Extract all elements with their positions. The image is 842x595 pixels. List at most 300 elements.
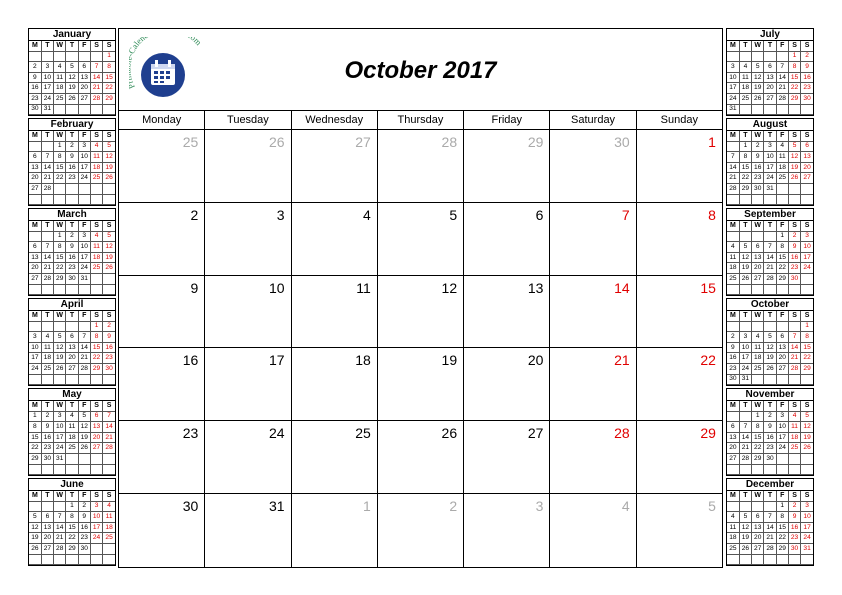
week-row	[119, 276, 722, 349]
mini-day: 19	[801, 432, 813, 443]
mini-empty	[90, 543, 102, 554]
mini-day: 31	[54, 453, 66, 464]
day-number: 20	[527, 352, 544, 369]
mini-day: 1	[788, 51, 800, 62]
mini-weekday: F	[78, 131, 90, 141]
mini-day: 6	[78, 62, 90, 73]
day-cell[interactable]	[637, 130, 722, 202]
day-number: 26	[268, 134, 285, 150]
mini-day: 8	[739, 152, 751, 163]
day-cell[interactable]	[378, 348, 464, 420]
mini-weekday: F	[78, 401, 90, 411]
mini-day: 30	[788, 543, 800, 554]
mini-month-title: January	[29, 29, 115, 41]
day-cell[interactable]	[119, 494, 205, 567]
mini-day: 18	[103, 522, 115, 533]
mini-weekday: F	[776, 41, 788, 51]
mini-weekday: W	[54, 131, 66, 141]
mini-day: 17	[764, 162, 776, 173]
mini-weekday: M	[29, 401, 41, 411]
mini-empty	[752, 501, 764, 512]
mini-calendar-june	[28, 478, 116, 566]
mini-day: 15	[103, 72, 115, 83]
mini-day: 23	[66, 263, 78, 274]
mini-empty	[776, 453, 788, 464]
mini-day: 14	[788, 342, 800, 353]
mini-day: 23	[41, 443, 53, 454]
mini-day: 24	[54, 443, 66, 454]
mini-weekday: W	[54, 221, 66, 231]
mini-weekday: S	[90, 311, 102, 321]
mini-day: 9	[801, 62, 813, 73]
mini-day: 12	[54, 342, 66, 353]
mini-day: 26	[801, 443, 813, 454]
mini-day: 3	[90, 501, 102, 512]
mini-day: 28	[41, 273, 53, 284]
mini-day: 23	[103, 353, 115, 364]
mini-day: 20	[764, 83, 776, 94]
day-number: 6	[535, 206, 544, 223]
day-cell[interactable]	[637, 421, 722, 493]
mini-weekday: S	[788, 491, 800, 501]
mini-empty	[776, 183, 788, 194]
day-cell[interactable]	[119, 276, 205, 348]
day-cell[interactable]	[119, 203, 205, 275]
mini-empty	[801, 284, 813, 295]
mini-empty	[103, 554, 115, 565]
mini-day: 16	[788, 522, 800, 533]
mini-day: 3	[764, 141, 776, 152]
mini-day: 29	[29, 453, 41, 464]
day-number: 16	[182, 352, 199, 369]
mini-weekday: S	[90, 401, 102, 411]
day-cell[interactable]	[292, 203, 378, 275]
mini-day: 8	[66, 512, 78, 523]
mini-empty	[90, 464, 102, 475]
mini-empty	[41, 51, 53, 62]
mini-empty	[739, 194, 751, 205]
mini-day: 12	[78, 422, 90, 433]
day-number: 29	[527, 134, 544, 150]
day-cell[interactable]	[205, 421, 291, 493]
mini-day: 10	[54, 422, 66, 433]
mini-day: 15	[54, 162, 66, 173]
mini-day: 21	[788, 353, 800, 364]
mini-empty	[764, 501, 776, 512]
mini-day: 22	[752, 443, 764, 454]
mini-empty	[29, 464, 41, 475]
mini-day: 26	[788, 173, 800, 184]
mini-day: 5	[801, 411, 813, 422]
mini-day: 22	[788, 83, 800, 94]
mini-empty	[90, 194, 102, 205]
mini-empty	[801, 273, 813, 284]
month-grid	[119, 130, 722, 567]
mini-day: 3	[41, 62, 53, 73]
day-cell[interactable]	[292, 130, 378, 202]
mini-empty	[727, 141, 739, 152]
mini-day: 9	[752, 152, 764, 163]
mini-day: 30	[29, 104, 41, 115]
day-cell[interactable]	[464, 421, 550, 493]
day-number: 12	[441, 279, 458, 296]
day-cell[interactable]	[292, 494, 378, 567]
day-cell[interactable]	[119, 130, 205, 202]
day-number: 30	[614, 134, 630, 150]
mini-weekday: S	[801, 131, 813, 141]
mini-day: 13	[66, 342, 78, 353]
mini-day: 2	[66, 231, 78, 242]
day-cell[interactable]	[464, 130, 550, 202]
mini-empty	[788, 104, 800, 115]
mini-day: 18	[66, 432, 78, 443]
mini-calendar-february	[28, 118, 116, 206]
mini-day: 21	[54, 533, 66, 544]
mini-empty	[66, 183, 78, 194]
mini-day: 20	[776, 353, 788, 364]
mini-day: 27	[727, 453, 739, 464]
mini-empty	[764, 284, 776, 295]
mini-day: 3	[727, 62, 739, 73]
mini-day: 12	[66, 72, 78, 83]
day-cell[interactable]	[550, 421, 636, 493]
mini-empty	[752, 374, 764, 385]
mini-empty	[776, 194, 788, 205]
day-cell[interactable]	[464, 276, 550, 348]
mini-day: 29	[788, 93, 800, 104]
mini-weekday: F	[78, 311, 90, 321]
mini-empty	[90, 453, 102, 464]
day-number: 30	[182, 497, 199, 514]
mini-day: 27	[776, 363, 788, 374]
mini-empty	[739, 501, 751, 512]
day-number: 24	[268, 425, 285, 442]
mini-empty	[764, 194, 776, 205]
mini-empty	[727, 284, 739, 295]
svg-text:Printable-CalendarHolidays.com: alen om	[129, 37, 204, 51]
mini-day: 23	[727, 363, 739, 374]
week-row	[119, 203, 722, 276]
mini-day: 22	[739, 173, 751, 184]
mini-month-title: March	[29, 209, 115, 221]
day-cell[interactable]	[205, 130, 291, 202]
day-cell[interactable]	[378, 130, 464, 202]
mini-day: 28	[764, 273, 776, 284]
mini-day: 10	[727, 72, 739, 83]
day-number: 4	[363, 206, 371, 223]
mini-day: 2	[801, 51, 813, 62]
mini-empty	[727, 231, 739, 242]
day-cell[interactable]	[464, 348, 550, 420]
mini-day: 2	[41, 411, 53, 422]
mini-month-title: June	[29, 479, 115, 491]
mini-empty	[103, 183, 115, 194]
mini-empty	[752, 464, 764, 475]
mini-weekday: T	[41, 401, 53, 411]
mini-day: 24	[764, 173, 776, 184]
day-cell[interactable]	[550, 494, 636, 567]
day-cell[interactable]	[550, 130, 636, 202]
mini-day: 6	[66, 332, 78, 343]
day-cell[interactable]	[464, 203, 550, 275]
mini-empty	[727, 321, 739, 332]
mini-empty	[788, 464, 800, 475]
mini-empty	[66, 51, 78, 62]
mini-day: 13	[752, 522, 764, 533]
day-cell[interactable]	[205, 494, 291, 567]
mini-day: 11	[727, 522, 739, 533]
mini-day: 27	[764, 93, 776, 104]
mini-empty	[776, 321, 788, 332]
mini-weekday: S	[801, 401, 813, 411]
mini-weekday: T	[764, 401, 776, 411]
mini-empty	[788, 194, 800, 205]
mini-day: 5	[764, 332, 776, 343]
mini-empty	[103, 453, 115, 464]
mini-weekday: W	[752, 221, 764, 231]
mini-day: 25	[727, 543, 739, 554]
mini-day: 23	[29, 93, 41, 104]
mini-day: 22	[801, 353, 813, 364]
day-cell[interactable]	[292, 348, 378, 420]
day-number: 13	[527, 279, 544, 296]
mini-weekday: T	[739, 131, 751, 141]
mini-weekday: S	[788, 401, 800, 411]
mini-day: 22	[103, 83, 115, 94]
mini-weekday: S	[103, 41, 115, 51]
mini-day: 27	[801, 173, 813, 184]
mini-weekday: F	[776, 401, 788, 411]
weekday-header-row	[119, 111, 722, 130]
mini-day: 20	[78, 83, 90, 94]
mini-empty	[41, 501, 53, 512]
mini-day: 18	[788, 432, 800, 443]
mini-day: 8	[29, 422, 41, 433]
mini-empty	[764, 231, 776, 242]
mini-weekday: T	[41, 491, 53, 501]
day-cell[interactable]	[378, 421, 464, 493]
mini-weekday: T	[66, 491, 78, 501]
day-cell[interactable]	[637, 494, 722, 567]
mini-day: 14	[41, 162, 53, 173]
mini-weekday: S	[90, 41, 102, 51]
day-cell[interactable]	[550, 348, 636, 420]
mini-day: 8	[752, 422, 764, 433]
mini-day: 19	[764, 353, 776, 364]
mini-day: 30	[764, 453, 776, 464]
mini-weekday: S	[103, 131, 115, 141]
day-cell[interactable]	[550, 203, 636, 275]
mini-day: 28	[776, 93, 788, 104]
mini-weekday: F	[776, 221, 788, 231]
mini-empty	[41, 284, 53, 295]
day-number: 11	[356, 279, 371, 296]
mini-day: 5	[103, 141, 115, 152]
mini-empty	[78, 51, 90, 62]
weekday-label-saturday: Saturday	[550, 111, 636, 129]
mini-day: 20	[752, 533, 764, 544]
mini-day: 7	[788, 332, 800, 343]
mini-day: 11	[66, 422, 78, 433]
mini-day: 1	[103, 51, 115, 62]
mini-empty	[29, 194, 41, 205]
mini-day: 21	[764, 263, 776, 274]
mini-empty	[776, 51, 788, 62]
mini-day: 5	[739, 512, 751, 523]
mini-day: 27	[29, 273, 41, 284]
mini-day: 25	[90, 173, 102, 184]
mini-day: 29	[739, 183, 751, 194]
mini-calendar-january	[28, 28, 116, 116]
day-cell[interactable]	[205, 348, 291, 420]
day-number: 9	[190, 279, 199, 296]
mini-day: 13	[29, 252, 41, 263]
mini-day: 5	[103, 231, 115, 242]
mini-empty	[776, 464, 788, 475]
mini-empty	[788, 321, 800, 332]
day-cell[interactable]	[119, 348, 205, 420]
mini-day: 6	[29, 242, 41, 253]
day-cell[interactable]	[637, 203, 722, 275]
mini-empty	[66, 321, 78, 332]
mini-weekday: W	[752, 41, 764, 51]
mini-empty	[54, 464, 66, 475]
day-cell[interactable]	[637, 348, 722, 420]
mini-weekday: W	[752, 131, 764, 141]
mini-empty	[78, 284, 90, 295]
mini-day: 24	[801, 533, 813, 544]
mini-weekday: T	[41, 41, 53, 51]
day-number: 23	[182, 425, 199, 442]
day-cell[interactable]	[378, 494, 464, 567]
mini-day: 25	[41, 363, 53, 374]
mini-empty	[752, 321, 764, 332]
mini-day: 8	[776, 512, 788, 523]
mini-calendar-october	[726, 298, 814, 386]
mini-day: 21	[739, 443, 751, 454]
mini-day: 14	[764, 522, 776, 533]
mini-day: 4	[90, 141, 102, 152]
mini-day: 13	[41, 522, 53, 533]
day-cell[interactable]	[550, 276, 636, 348]
mini-day: 26	[29, 543, 41, 554]
mini-empty	[54, 374, 66, 385]
mini-empty	[788, 554, 800, 565]
mini-day: 28	[727, 183, 739, 194]
mini-day: 25	[103, 533, 115, 544]
mini-day: 1	[66, 501, 78, 512]
mini-empty	[801, 464, 813, 475]
mini-weekday: M	[727, 491, 739, 501]
mini-empty	[78, 183, 90, 194]
mini-empty	[29, 231, 41, 242]
mini-day: 24	[78, 263, 90, 274]
day-cell[interactable]	[464, 494, 550, 567]
mini-weekday: T	[739, 311, 751, 321]
day-cell[interactable]	[292, 421, 378, 493]
mini-empty	[54, 194, 66, 205]
mini-day: 24	[41, 93, 53, 104]
page-title: October 2017	[344, 57, 497, 84]
mini-day: 23	[752, 173, 764, 184]
mini-day: 12	[29, 522, 41, 533]
mini-day: 23	[801, 83, 813, 94]
day-cell[interactable]	[205, 203, 291, 275]
mini-empty	[727, 554, 739, 565]
day-cell[interactable]	[378, 276, 464, 348]
day-number: 28	[441, 134, 458, 150]
mini-day: 22	[29, 443, 41, 454]
mini-day: 5	[66, 62, 78, 73]
mini-day: 6	[90, 411, 102, 422]
day-cell[interactable]	[205, 276, 291, 348]
mini-day: 11	[739, 72, 751, 83]
mini-day: 6	[752, 242, 764, 253]
mini-day: 6	[752, 512, 764, 523]
mini-day: 28	[739, 453, 751, 464]
day-number: 3	[276, 206, 285, 223]
mini-weekday: M	[29, 221, 41, 231]
calendar-header	[119, 29, 722, 111]
mini-day: 19	[739, 533, 751, 544]
mini-day: 8	[90, 332, 102, 343]
day-number: 25	[355, 425, 371, 442]
mini-day: 11	[752, 342, 764, 353]
day-cell[interactable]	[378, 203, 464, 275]
mini-weekday: T	[41, 221, 53, 231]
mini-day: 18	[41, 353, 53, 364]
mini-weekday: S	[103, 311, 115, 321]
mini-day: 8	[54, 242, 66, 253]
mini-empty	[801, 554, 813, 565]
mini-day: 7	[41, 152, 53, 163]
mini-day: 15	[739, 162, 751, 173]
day-cell[interactable]	[637, 276, 722, 348]
mini-weekday: S	[788, 131, 800, 141]
mini-weekday: T	[764, 41, 776, 51]
mini-day: 7	[776, 62, 788, 73]
mini-month-title: August	[727, 119, 813, 131]
mini-month-title: July	[727, 29, 813, 41]
mini-day: 28	[103, 443, 115, 454]
mini-day: 31	[78, 273, 90, 284]
mini-weekday: S	[788, 311, 800, 321]
mini-day: 20	[752, 263, 764, 274]
mini-empty	[29, 51, 41, 62]
mini-weekday: M	[727, 221, 739, 231]
mini-day: 1	[29, 411, 41, 422]
day-number: 22	[700, 352, 716, 369]
mini-day: 9	[66, 152, 78, 163]
day-number: 27	[527, 425, 544, 442]
weekday-label-sunday: Sunday	[660, 114, 698, 126]
day-cell[interactable]	[292, 276, 378, 348]
mini-day: 21	[41, 173, 53, 184]
mini-day: 28	[788, 363, 800, 374]
mini-empty	[54, 554, 66, 565]
mini-empty	[776, 374, 788, 385]
mini-day: 7	[78, 332, 90, 343]
mini-day: 7	[727, 152, 739, 163]
mini-day: 3	[776, 411, 788, 422]
mini-day: 10	[739, 342, 751, 353]
mini-weekday: W	[54, 401, 66, 411]
mini-day: 2	[727, 332, 739, 343]
day-cell[interactable]	[119, 421, 205, 493]
mini-empty	[41, 374, 53, 385]
mini-day: 11	[788, 422, 800, 433]
mini-day: 25	[54, 93, 66, 104]
